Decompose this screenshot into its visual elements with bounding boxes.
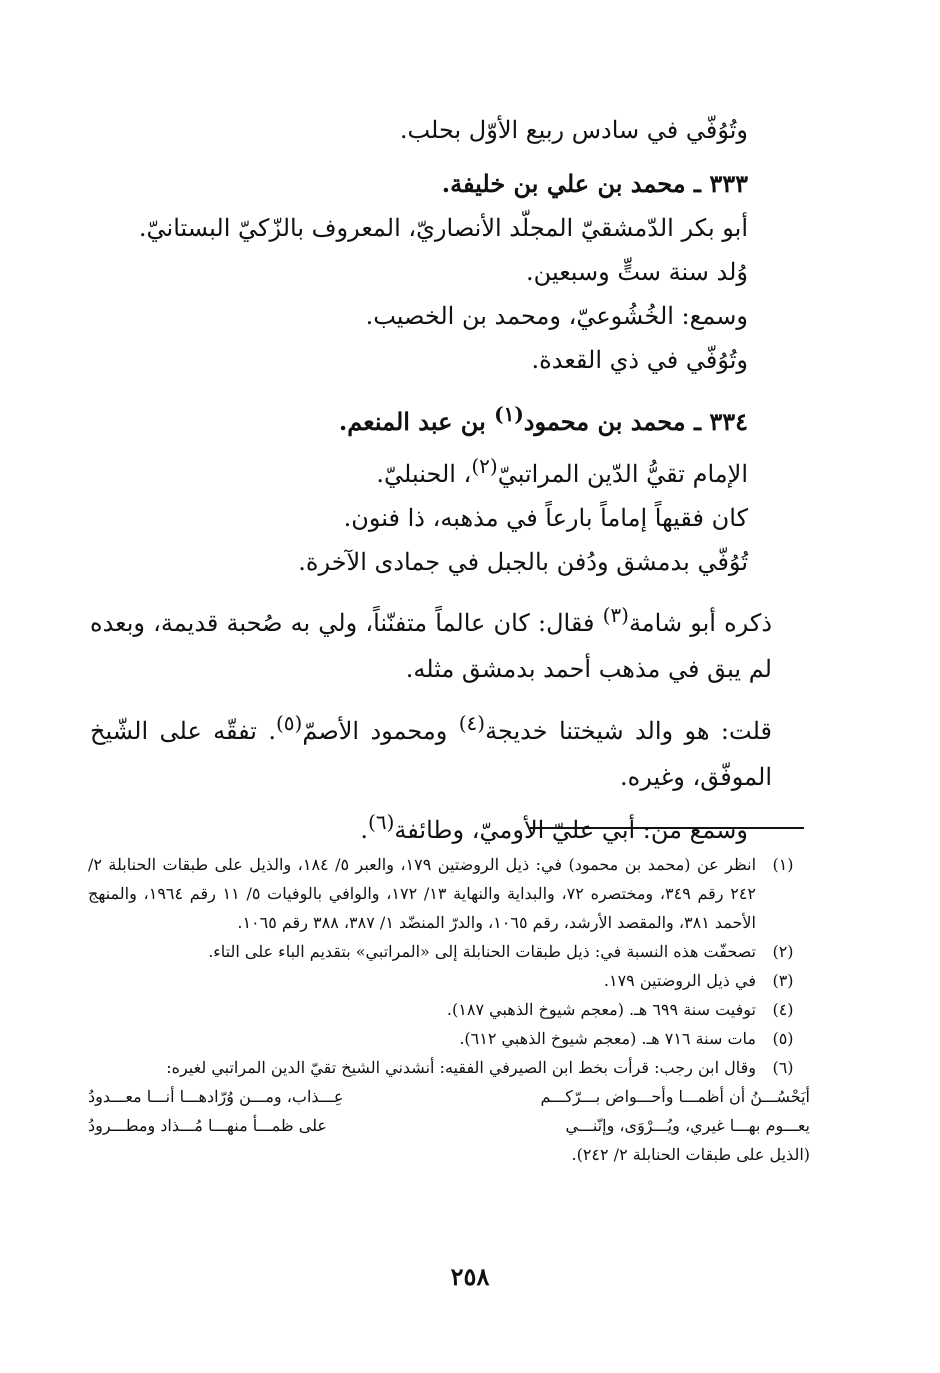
footnote-number: (٣)	[772, 971, 794, 990]
poem-verse	[88, 1082, 810, 1111]
footnote-number: (٢)	[772, 942, 794, 961]
para-text: ومحمود الأصمّ	[302, 717, 459, 745]
footnote-number: (٥)	[772, 1029, 794, 1048]
footnote-number: (٦)	[772, 1058, 794, 1077]
footnote-ref: (٥)	[275, 711, 303, 735]
footnote-ref: (٢)	[471, 454, 498, 478]
footnote	[88, 966, 810, 995]
poem-hemistich: على ظمـــأ منهـــا مُـــذاد ومطـــرودُ	[88, 1116, 327, 1135]
footnote-text: انظر عن (محمد بن محمود) في: ذيل الروضتين ١٧٩، والعبر ٥/ ١٨٤، والذيل على طبقات الحنابلة ٢/ ٢٤٢ رقم ٣٤٩، ومختصره ٧٢، والبداية والنهاية ١٣/ ١٧٢، والوافي بالوفيات ٥/ ١١ رقم ١٩٦٤، والمنهج الأحمد ٣٨١، والمقصد الأرشد، رقم ١٠٦٥، والدرّ المنضّد ١/ ٣٨٧، ٣٨٨ رقم ١٠٦٥.	[88, 855, 757, 932]
footnote-text: توفيت سنة ٦٩٩ هـ. (معجم شيوخ الذهبي ١٨٧).	[446, 1000, 756, 1019]
paragraph	[90, 592, 812, 692]
text-line: وتُوُفّي في ذي القعدة.	[531, 346, 748, 374]
poem-source: (الذيل على طبقات الحنابلة ٢/ ٢٤٢).	[571, 1145, 810, 1164]
text-line: وسمع: الخُشُوعيّ، ومحمد بن الخصيب.	[365, 302, 748, 330]
text-line: أبو بكر الدّمشقيّ المجلّد الأنصاريّ، المعروف بالزّكيّ البستانيّ.	[138, 214, 748, 242]
heading-text: بن عبد المنعم.	[338, 407, 495, 436]
para-text: ذكره أبو شامة	[628, 609, 773, 637]
footnote-ref: (٣)	[602, 603, 629, 627]
poem-hemistich: يعـــوم بهـــا غيري، ويُـــرْوَى، وإنّنـــي	[565, 1116, 810, 1135]
footnote	[88, 850, 810, 937]
footnote	[88, 937, 810, 966]
poem-verse	[88, 1111, 810, 1140]
footnote-separator	[530, 827, 804, 829]
para-text: قلت: هو والد شيختنا خديجة	[485, 717, 772, 745]
footnotes	[88, 850, 810, 1169]
text-line: كان فقيهاً إماماً بارعاً في مذهبه، ذا فنون.	[343, 504, 748, 532]
para-text: . تفقّه على الشّيخ الموفّق، وغيره.	[90, 717, 772, 791]
text-line	[90, 444, 812, 496]
line-text: .	[360, 816, 369, 844]
poem-hemistich: أيَحْسُـــنُ أن أظمـــا وأحـــواض بـــرّكـــم	[540, 1087, 810, 1106]
text-line	[90, 800, 812, 852]
entry-heading	[90, 392, 812, 444]
entry-heading: ٣٣٣ ـ محمد بن علي بن خليفة.	[441, 169, 748, 198]
footnote	[88, 1053, 810, 1082]
main-text	[90, 108, 812, 852]
footnote-number: (١)	[772, 855, 794, 874]
page-number: ٢٥٨	[450, 1262, 490, 1291]
text-line: وُلد سنة ستٍّ وسبعين.	[526, 258, 748, 286]
para-text: فقال: كان عالماً متفنّناً، ولي به صُحبة قديمة، وبعده لم يبق في مذهب أحمد بدمشق مثله.	[90, 609, 772, 683]
footnote-text: في ذيل الروضتين ١٧٩.	[603, 971, 756, 990]
footnote-ref: (٤)	[458, 711, 486, 735]
footnote-ref: (١)	[494, 402, 524, 426]
footnote	[88, 1024, 810, 1053]
footnote-ref: (٦)	[368, 810, 395, 834]
footnote-number: (٤)	[772, 1000, 794, 1019]
footnote-text: مات سنة ٧١٦ هـ. (معجم شيوخ الذهبي ٦١٢).	[459, 1029, 756, 1048]
line-text: ، الحنبليّ.	[376, 460, 472, 488]
footnote	[88, 995, 810, 1024]
text-line: تُوُفّي بدمشق ودُفن بالجبل في جمادى الآخرة.	[298, 548, 748, 576]
line-text: الإمام تقيُّ الدّين المراتبيّ	[497, 460, 748, 488]
text-line: وتُوُفّي في سادس ربيع الأوّل بحلب.	[399, 116, 748, 144]
line-text: وسمع من: أبي عليّ الأوميّ، وطائفة	[394, 816, 748, 844]
paragraph	[90, 700, 812, 800]
poem-hemistich: عِـــذاب، ومـــن وُرّادهـــا أنـــا معـــدودُ	[88, 1087, 344, 1106]
heading-text: ٣٣٤ ـ محمد بن محمود	[523, 407, 748, 436]
footnote-text: وقال ابن رجب: قرأت بخط ابن الصيرفي الفقيه: أنشدني الشيخ تقيّ الدين المراتبي لغيره:	[166, 1058, 756, 1077]
footnote-text: تصحفّت هذه النسبة في: ذيل طبقات الحنابلة إلى «المراتبي» بتقديم الباء على التاء.	[208, 942, 756, 961]
